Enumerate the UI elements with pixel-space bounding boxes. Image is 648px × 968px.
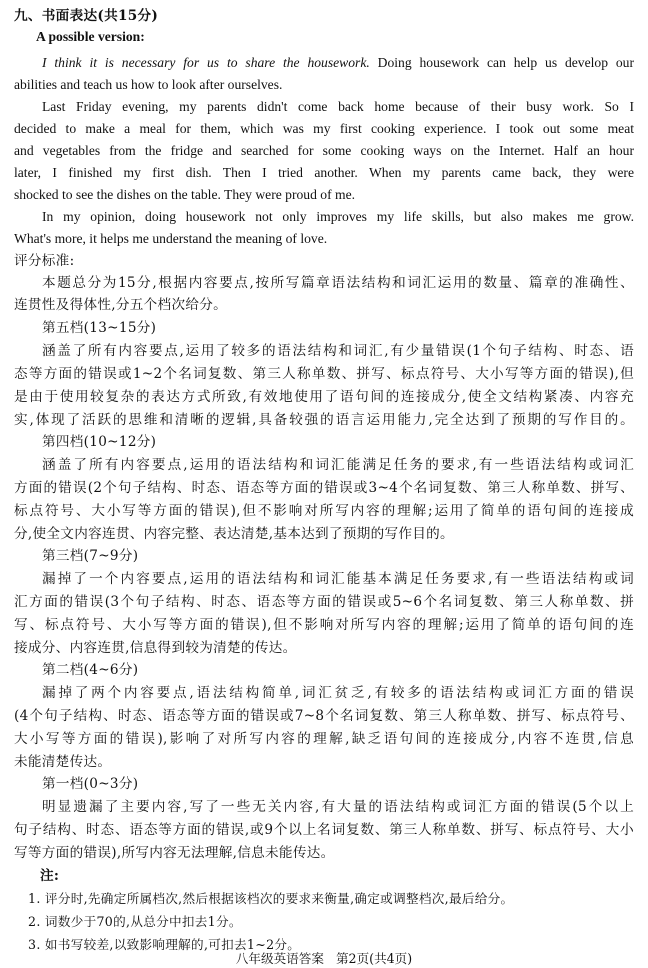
- intro-line: 本题总分为15分,根据内容要点,按所写篇章语法结构和词汇运用的数量、篇章的准确性、: [42, 275, 634, 291]
- grade3-line: 接成分、内容连贯,信息得到较为清楚的传达。: [14, 640, 297, 656]
- note-item: 2. 词数少于70的,从总分中扣去1分。: [28, 914, 242, 929]
- grade1-line: 明显遗漏了主要内容,写了一些无关内容,有大量的语法结构或词汇方面的错误(5个以上: [42, 799, 634, 815]
- page-footer: 八年级英语答案 第2页(共4页): [235, 951, 413, 966]
- grade2-line: (4个句子结构、时态、语态等方面的错误或7~8个名词复数、第三人称单数、拼写、标点符号、: [14, 708, 634, 724]
- grade1-line: 句子结构、时态、语态等方面的错误,或9个以上名词复数、第三人称单数、拼写、标点符号、大小: [14, 822, 634, 838]
- note-item: 1. 评分时,先确定所属档次,然后根据该档次的要求来衡量,确定或调整档次,最后给分。: [28, 891, 514, 906]
- note-item: 3. 如书写较差,以致影响理解的,可扣去1~2分。: [28, 937, 301, 952]
- section-title: 九、书面表达(共15分): [14, 8, 159, 24]
- grade5-line: 涵盖了所有内容要点,运用了较多的语法结构和词汇,有少量错误(1个句子结构、时态、语: [42, 343, 634, 359]
- grade4-line: 方面的错误(2个句子结构、时态、语态等方面的错误或3~4个名词复数、第三人称单数、拼写、: [14, 480, 634, 496]
- essay-line: and vegetables from the fridge and searched for some cooking ways on the Internet. Half an hour: [14, 143, 634, 158]
- essay-line: later, I finished my first dish. Then I tried another. When my parents came back, they were: [14, 165, 634, 180]
- grade5-line: 实,体现了活跃的思维和清晰的逻辑,具备较强的语言运用能力,完全达到了预期的写作目的。: [14, 412, 634, 428]
- essay-line: What's more, it helps me understand the meaning of love.: [14, 231, 328, 246]
- criteria-title: 评分标准:: [14, 253, 75, 269]
- grade4-line: 标点符号、大小写等方面的错误),但不影响对所写内容的理解;运用了简单的语句间的连接成: [14, 503, 634, 519]
- grade2-line: 大小写等方面的错误),影响了对所写内容的理解,缺乏语句间的连接成分,内容不连贯,信息: [14, 731, 634, 747]
- notes-title: 注:: [40, 868, 60, 884]
- essay-line: shocked to see the dishes on the table. They were proud of me.: [14, 187, 356, 202]
- grade2-line: 未能清楚传达。: [14, 754, 112, 770]
- essay-line: In my opinion, doing housework not only improves my life skills, but also makes me grow.: [42, 209, 634, 224]
- intro-line: 连贯性及得体性,分五个档次给分。: [14, 297, 228, 313]
- grade4-line: 涵盖了所有内容要点,运用的语法结构和词汇能满足任务的要求,有一些语法结构或词汇: [42, 457, 634, 473]
- essay-line: abilities and teach us how to look after ourselves.: [14, 77, 283, 92]
- grade4-title: 第四档(10~12分): [42, 434, 157, 450]
- grade3-line: 写、标点符号、大小写等方面的错误),但不影响对所写内容的理解;运用了简单的语句间的连: [14, 617, 634, 633]
- grade2-title: 第二档(4~6分): [42, 662, 139, 678]
- grade5-line: 态等方面的错误或1~2个名词复数、第三人称单数、拼写、标点符号、大小写等方面的错误),但: [14, 366, 634, 382]
- grade1-title: 第一档(0~3分): [42, 776, 139, 792]
- grade3-line: 漏掉了一个内容要点,运用的语法结构和词汇能基本满足任务要求,有一些语法结构或词: [42, 571, 634, 587]
- essay-line: Last Friday evening, my parents didn't come back home because of their busy work. So I: [42, 99, 634, 114]
- grade4-line: 分,使全文内容连贯、内容完整、表达清楚,基本达到了预期的写作目的。: [14, 526, 454, 542]
- grade2-line: 漏掉了两个内容要点,语法结构简单,词汇贫乏,有较多的语法结构或词汇方面的错误: [42, 685, 634, 701]
- grade5-title: 第五档(13~15分): [42, 320, 157, 336]
- grade3-title: 第三档(7~9分): [42, 548, 139, 564]
- grade5-line: 是由于使用较复杂的表达方式所致,有效地使用了语句间的连接成分,使全文结构紧凑、内容充: [14, 389, 634, 405]
- grade3-line: 汇方面的错误(3个句子结构、时态、语态等方面的错误或5~6个名词复数、第三人称单数、拼: [14, 594, 634, 610]
- grade1-line: 写等方面的错误),所写内容无法理解,信息未能传达。: [14, 845, 335, 861]
- version-heading: A possible version:: [36, 29, 145, 44]
- essay-line: decided to make a meal for them, which was my first cooking experience. I took out some meat: [14, 121, 634, 136]
- essay-line: I think it is necessary for us to share the housework. Doing housework can help us develop our: [42, 55, 634, 70]
